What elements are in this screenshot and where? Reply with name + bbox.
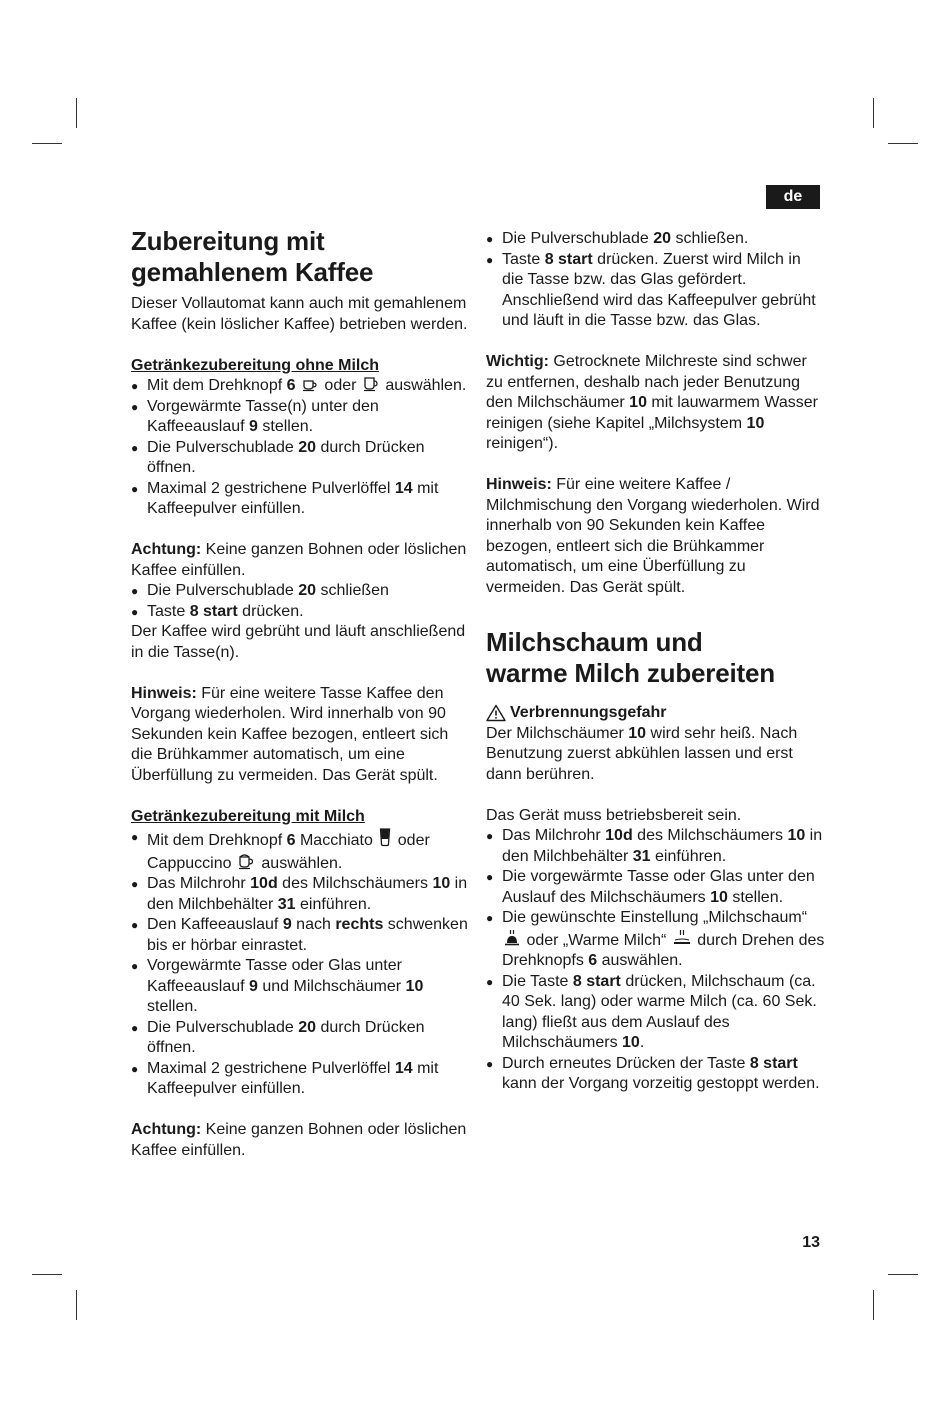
burn-warning-text: Der Milchschäumer 10 wird sehr heiß. Nach Benutzung zuerst abkühlen lassen und erst dann berühren. <box>486 724 798 783</box>
steps-continued <box>486 229 826 332</box>
crop-mark <box>873 98 874 128</box>
section-title-ground-coffee <box>131 226 471 288</box>
crop-mark <box>888 1274 918 1275</box>
list-item: ● Die gewünschte Einstellung „Milchschaum“ oder „Warme Milch“ durch Drehen des Drehknopfs 6 auswählen. <box>486 908 826 972</box>
steps-milk-foam <box>486 826 826 1095</box>
subheading-with-milk: Getränkezubereitung mit Milch <box>131 807 365 825</box>
left-column <box>131 226 471 1161</box>
right-column <box>486 229 826 1095</box>
macchiato-glass-icon <box>379 827 391 847</box>
steps-close-start <box>131 581 471 622</box>
list-item: ● Maximal 2 gestrichene Pulverlöffel 14 mit Kaffeepulver einfüllen. <box>131 479 471 520</box>
list-item: ● Die Pulverschublade 20 schließen. <box>486 229 826 250</box>
title-line: warme Milch zubereiten <box>486 658 775 688</box>
list-item: ● Taste 8 start drücken. <box>131 602 471 623</box>
crop-mark <box>888 143 918 144</box>
list-item: ● Die Pulverschublade 20 durch Drücken öffnen. <box>131 438 471 479</box>
list-item: ● Die Taste 8 start drücken, Milchschaum (ca. 40 Sek. lang) oder warme Milch (ca. 60 Sek. lang) fließt aus dem Auslauf des Milchschäumers 10. <box>486 972 826 1054</box>
subheading-without-milk: Getränkezubereitung ohne Milch <box>131 356 380 374</box>
intro-text: Dieser Vollautomat kann auch mit gemahlenem Kaffee (kein löslicher Kaffee) betrieben werden. <box>131 295 468 333</box>
list-item: ● Das Milchrohr 10d des Milchschäumers 10 in den Milchbehälter 31 einführen. <box>486 826 826 867</box>
ready-text: Das Gerät muss betriebsbereit sein. <box>486 806 742 824</box>
crop-mark <box>873 1290 874 1320</box>
brew-text: Der Kaffee wird gebrüht und läuft anschließend in die Tasse(n). <box>131 623 466 661</box>
burn-warning-heading: Verbrennungsgefahr <box>486 703 826 724</box>
warm-milk-icon <box>673 929 691 947</box>
note-text: Hinweis: Für eine weitere Tasse Kaffee den Vorgang wiederholen. Wird innerhalb von 90 Sekunden kein Kaffee bezogen, entleert sich die Brühkammer automatisch, um eine Überfüllung zu vermeiden. Das Gerät spült. <box>131 684 449 784</box>
list-item: ● Die Pulverschublade 20 durch Drücken öffnen. <box>131 1018 471 1059</box>
caution-text: Achtung: Keine ganzen Bohnen oder löslichen Kaffee einfüllen. <box>131 1121 467 1159</box>
steps-with-milk <box>131 827 471 1100</box>
list-item: ● Mit dem Drehknopf 6 Macchiato oder Cappuccino auswählen. <box>131 827 471 874</box>
list-item: ● Maximal 2 gestrichene Pulverlöffel 14 mit Kaffeepulver einfüllen. <box>131 1059 471 1100</box>
cup-large-icon <box>363 377 379 392</box>
list-item: ● Die Pulverschublade 20 schließen <box>131 581 471 602</box>
warning-triangle-icon <box>486 704 506 722</box>
title-line: Milchschaum und <box>486 627 703 657</box>
important-text: Wichtig: Getrocknete Milchreste sind schwer zu entfernen, deshalb nach jeder Benutzung den Milchschäumer 10 mit lauwarmem Wasser reinigen (siehe Kapitel „Milchsystem 10 reinigen“). <box>486 353 818 452</box>
list-item: ● Mit dem Drehknopf 6 oder auswählen. <box>131 376 471 397</box>
list-item: ● Vorgewärmte Tasse(n) unter den Kaffeeauslauf 9 stellen. <box>131 397 471 438</box>
caution-text: Achtung: Keine ganzen Bohnen oder löslichen Kaffee einfüllen. <box>131 541 467 579</box>
list-item: ● Das Milchrohr 10d des Milchschäumers 10 in den Milchbehälter 31 einführen. <box>131 874 471 915</box>
crop-mark <box>32 143 62 144</box>
note-text: Hinweis: Für eine weitere Kaffee / Milchmischung den Vorgang wiederholen. Wird innerhalb von 90 Sekunden kein Kaffee bezogen, entleert sich die Brühkammer automatisch, um eine Überfüllung zu vermeiden. Das Gerät spült. <box>486 476 820 596</box>
milk-foam-icon <box>504 929 520 947</box>
crop-mark <box>76 1290 77 1320</box>
cappuccino-cup-icon <box>238 852 255 870</box>
title-line: Zubereitung mit <box>131 226 325 256</box>
steps-without-milk <box>131 376 471 520</box>
list-item: ● Vorgewärmte Tasse oder Glas unter Kaffeeauslauf 9 und Milchschäumer 10 stellen. <box>131 956 471 1018</box>
list-item: ● Die vorgewärmte Tasse oder Glas unter den Auslauf des Milchschäumers 10 stellen. <box>486 867 826 908</box>
language-badge: de <box>766 185 820 209</box>
page-number: 13 <box>802 1234 820 1251</box>
list-item: ● Den Kaffeeauslauf 9 nach rechts schwenken bis er hörbar einrastet. <box>131 915 471 956</box>
list-item: ● Taste 8 start drücken. Zuerst wird Milch in die Tasse bzw. das Glas gefördert. Anschließend wird das Kaffeepulver gebrüht und läuft in die Tasse bzw. das Glas. <box>486 250 826 332</box>
list-item: ● Durch erneutes Drücken der Taste 8 start kann der Vorgang vorzeitig gestoppt werden. <box>486 1054 826 1095</box>
crop-mark <box>32 1274 62 1275</box>
title-line: gemahlenem Kaffee <box>131 257 374 287</box>
crop-mark <box>76 98 77 128</box>
cup-small-icon <box>302 378 318 392</box>
section-title-milk-foam <box>486 627 826 689</box>
